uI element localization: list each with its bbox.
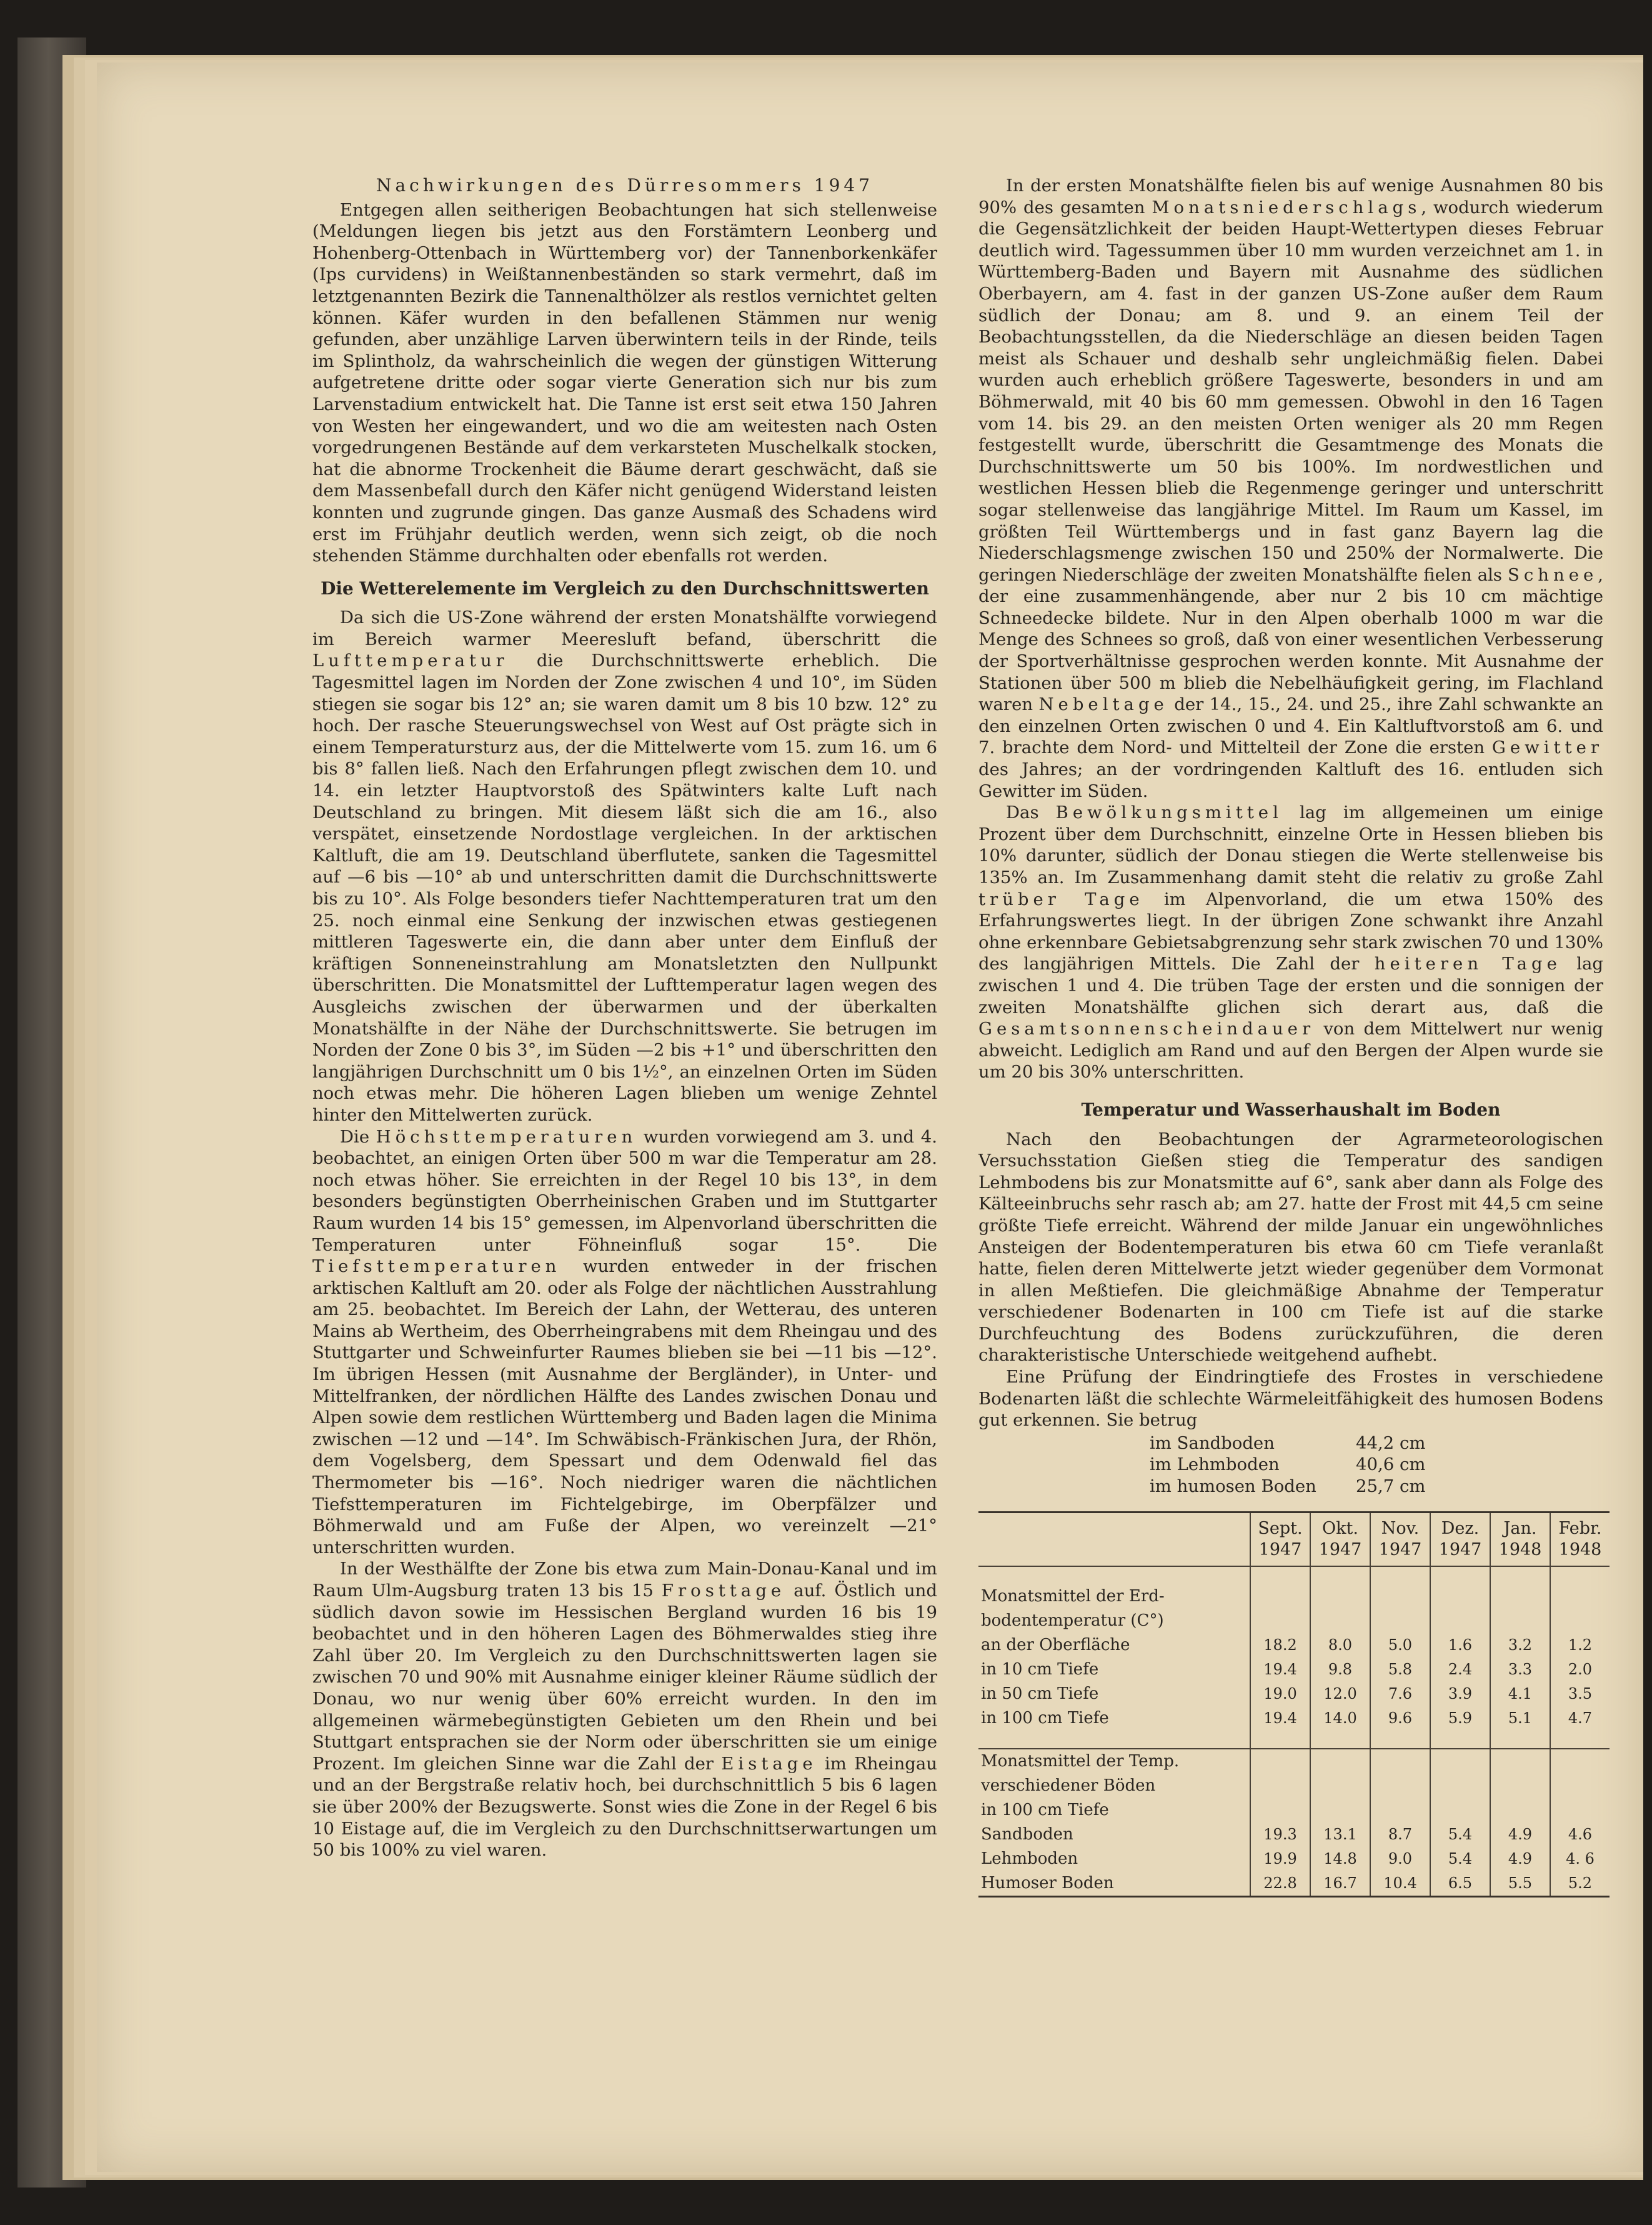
paragraph: In der Westhälfte der Zone bis etwa zum Main-Donau-Kanal und im Raum Ulm-Augsburg traten 13 bis 15 Frosttage auf. Östlich und südlich davon sowie im Hessischen Bergland wurden 16 bis 19 beobachtet und in den höheren Lagen des Böhmerwaldes stieg ihre Zahl über 20. Im Vergleich zu den Durchschnittswerten lagen sie zwischen 70 und 90% mit Ausnahme einiger kleiner Räume südlich der Donau, wo nur wenig über 60% erreicht wurden. In den im allgemeinen wärmebegünstigten Gebieten um den Rhein und bei Stuttgart entsprachen sie der Norm oder überschritten sie um einige Prozent. Im gleichen Sinne war die Zahl der Eistage im Rheingau und an der Bergstraße relativ hoch, bei durchschnittlich 5 bis 6 lagen sie über 200% der Bezugswerte. Sonst wies die Zone in der Regel 6 bis 10 Eistage auf, die im Vergleich zu den Durchschnittserwartungen um 50 bis 100% zu viel waren. [312, 1559, 937, 1861]
section-heading: Temperatur und Wasserhaushalt im Boden [1081, 1099, 1501, 1120]
table-group-title: Monatsmittel der Temp. [978, 1749, 1610, 1774]
table-row: an der Oberfläche 18.2 8.0 5.0 1.6 3.2 1.2 [978, 1633, 1610, 1658]
table-row: Sandboden 19.3 13.1 8.7 5.4 4.9 4.6 [978, 1822, 1610, 1847]
column-header: Jan. 1948 [1490, 1512, 1550, 1566]
list-item: im Lehmboden 40,6 cm [1150, 1454, 1426, 1475]
table-group-title: Monatsmittel der Erd- [978, 1584, 1610, 1609]
soil-temperature-table [978, 1511, 1610, 1898]
section-heading: Die Wetterelemente im Vergleich zu den Durchschnittswerten [321, 578, 929, 599]
list-item: im Sandboden 44,2 cm [1150, 1432, 1426, 1453]
paragraph: Entgegen allen seitherigen Beobachtungen hat sich stellenweise (Meldungen liegen bis jetzt aus den Forstämtern Leonberg und Hohenberg-Ottenbach in Württemberg vor) der Tannenborkenkäfer (Ips curvidens) in Weißtannenbeständen so stark vermehrt, daß im letztgenannten Bezirk die Tannenalthölzer als restlos vernichtet gelten können. Käfer wurden in den befallenen Stämmen nur wenig gefunden, aber unzählige Larven überwintern teils in der Rinde, teils im Splintholz, da wahrscheinlich die wegen der günstigen Witterung aufgetretene dritte oder sogar vierte Generation sich nur bis zum Larvenstadium entwickelt hat. Die Tanne ist erst seit etwa 150 Jahren von Westen her eingewandert, und wo die am weitesten nach Osten vorgedrungenen Bestände auf dem verkarsteten Muschelkalk stocken, hat die abnorme Trockenheit die Bäume derart geschwächt, daß sie dem Massenbefall durch den Käfer nicht genügend Widerstand leisten konnten und zugrunde gingen. Das ganze Ausmaß des Schadens wird erst im Frühjahr deutlich werden, wenn sich zeigt, ob die noch stehenden Stämme durchhalten oder ebenfalls rot werden. [312, 199, 937, 566]
paragraph: Die Höchsttemperaturen wurden vorwiegend am 3. und 4. beobachtet, an einigen Orten über 500 m war die Temperatur am 28. noch etwas höher. Sie erreichten in der Regel 10 bis 13°, in dem besonders begünstigten Oberrheinischen Graben und im Stuttgarter Raum wurden 14 bis 15° gemessen, im Alpenvorland überschritten die Temperaturen unter Föhneinfluß sogar 15°. Die Tiefsttemperaturen wurden entweder in der frischen arktischen Kaltluft am 20. oder als Folge der nächtlichen Ausstrahlung am 25. beobachtet. Im Bereich der Lahn, der Wetterau, des unteren Mains ab Wertheim, des Oberrheingrabens mit dem Rheingau und des Stuttgarter und Schweinfurter Raumes blieben sie bei —11 bis —12°. Im übrigen Hessen (mit Ausnahme der Bergländer), in Unter- und Mittelfranken, der nördlichen Hälfte des Landes zwischen Donau und Alpen sowie dem restlichen Württemberg und Baden lagen die Minima zwischen —12 und —14°. Im Schwäbisch-Fränkischen Jura, der Rhön, dem Vogelsberg, dem Spessart und dem Odenwald fiel das Thermometer bis —16°. Noch niedriger waren die nächtlichen Tiefsttemperaturen im Fichtelgebirge, im Oberpfälzer und Böhmerwald und am Fuße der Alpen, wo vereinzelt —21° unterschritten wurden. [312, 1126, 938, 1558]
column-header: Febr. 1948 [1550, 1512, 1610, 1566]
paragraph: Das Bewölkungsmittel lag im allgemeinen um einige Prozent über dem Durchschnitt, einzelne Orte in Hessen blieben bis 10% darunter, südlich der Donau stiegen die Werte stellenweise bis 135% an. Im Zusammenhang damit steht die relativ zu große Zahl trüber Tage im Alpenvorland, die um etwa 150% des Erfahrungswertes liegt. In der übrigen Zone schwankt ihre Anzahl ohne erkennbare Gebietsabgrenzung sehr stark zwischen 70 und 130% des langjährigen Mittels. Die Zahl der heiteren Tage lag zwischen 1 und 4. Die trüben Tage der ersten und die sonnigen der zweiten Monatshälfte glichen sich derart aus, daß die Gesamtsonnenscheindauer von dem Mittelwert nur wenig abweicht. Lediglich am Rand und auf den Bergen der Alpen wurde sie um 20 bis 30% unterschritten. [978, 802, 1604, 1082]
paragraph: Eine Prüfung der Eindringtiefe des Frostes in verschiedene Bodenarten läßt die schlechte Wärmeleitfähigkeit des humosen Bodens gut erkennen. Sie betrug [978, 1367, 1603, 1431]
table-row: Lehmboden 19.9 14.8 9.0 5.4 4.9 4. 6 [978, 1847, 1610, 1871]
paragraph: Da sich die US-Zone während der ersten Monatshälfte vorwiegend im Bereich warmer Meeresluft befand, überschritt die Lufttemperatur die Durchschnittswerte erheblich. Die Tagesmittel lagen im Norden der Zone zwischen 4 und 10°, im Süden stiegen sie sogar bis 12° an; sie waren damit um 8 bis 10 bzw. 12° zu hoch. Der rasche Steuerungswechsel von West auf Ost prägte sich in einem Temperatursturz aus, der die Mittelwerte vom 15. zum 16. um 6 bis 8° fallen ließ. Nach den Erfahrungen pflegt zwischen dem 10. und 14. ein letzter Hauptvorstoß des Spätwinters kalte Luft nach Deutschland zu bringen. Mit diesem läßt sich die am 16., also verspätet, einsetzende Nordostlage vergleichen. In der arktischen Kaltluft, die am 19. Deutschland überflutete, sanken die Tagesmittel auf —6 bis —10° ab und unterschritten damit die Durchschnittswerte bis zu 10°. Als Folge besonders tiefer Nachttemperaturen trat um den 25. noch einmal eine Senkung der inzwischen etwas gestiegenen mittleren Tageswerte ein, die dann aber unter dem Einfluß der kräftigen Sonneneinstrahlung am Monatsletzten den Nullpunkt überschritten. Die Monatsmittel der Lufttemperatur lagen wegen des Ausgleichs zwischen der überwarmen und der überkalten Monatshälfte in der Nähe der Durchschnittswerte. Sie betrugen im Norden der Zone 0 bis 3°, im Süden —2 bis +1° und überschritten den langjährigen Durchschnitt um 0 bis 1½°, an einzelnen Orten im Süden noch etwas mehr. Die höheren Lagen blieben um wenige Zehntel hinter den Mittelwerten zurück. [312, 608, 937, 1125]
right-column [978, 175, 1603, 1898]
column-header: Okt. 1947 [1310, 1512, 1370, 1566]
list-item: im humosen Boden 25,7 cm [1150, 1476, 1426, 1497]
column-header: Dez. 1947 [1430, 1512, 1490, 1566]
table-group-title: verschiedener Böden [978, 1774, 1610, 1798]
table-group-title: in 100 cm Tiefe [978, 1798, 1610, 1822]
frost-depth-list [978, 1432, 1603, 1498]
paragraph: In der ersten Monatshälfte fielen bis auf wenige Ausnahmen 80 bis 90% des gesamten Monatsniederschlags, wodurch wiederum die Gegensätzlichkeit der beiden Haupt-Wettertypen dieses Februar deutlich wird. Tagessummen über 10 mm wurden verzeichnet am 1. in Württemberg-Baden und Bayern mit Ausnahme des südlichen Oberbayern, am 4. fast in der ganzen US-Zone außer dem Raum südlich der Donau; am 8. und 9. an einem Teil der Beobachtungsstellen, da die Niederschläge an diesen beiden Tagen meist als Schauer und deshalb sehr ungleichmäßig fielen. Dabei wurden auch erheblich größere Tageswerte, besonders in und am Böhmerwald, mit 40 bis 60 mm gemessen. Obwohl in den 16 Tagen vom 14. bis 29. an den meisten Orten weniger als 20 mm Regen festgestellt wurde, überschritt die Gesamtmenge des Monats die Durchschnittswerte um 50 bis 100%. Im nordwestlichen und westlichen Hessen blieb die Regenmenge geringer und unterschritt sogar stellenweise das langjährige Mittel. Im Raum um Kassel, im größten Teil Württembergs und in fast ganz Bayern lag die Niederschlagsmenge zwischen 150 und 250% der Normalwerte. Die geringen Niederschläge der zweiten Monatshälfte fielen als Schnee, der eine zusammenhängende, aber nur 2 bis 10 cm mächtige Schneedecke bildete. Nur in den Alpen oberhalb 1000 m war die Menge des Schnees so groß, daß von einer wesentlichen Verbesserung der Sportverhältnisse gesprochen werden konnte. Mit Ausnahme der Stationen über 500 m blieb die Nebelhäufigkeit gering, im Flachland waren Nebeltage der 14., 15., 24. und 25., ihre Zahl schwankte an den einzelnen Orten zwischen 0 und 4. Ein Kaltluftvorstoß am 6. und 7. brachte dem Nord- und Mittelteil der Zone die ersten Gewitter des Jahres; an der vordringenden Kaltluft des 16. entluden sich Gewitter im Süden. [978, 176, 1604, 801]
paragraph: Nach den Beobachtungen der Agrarmeteorologischen Versuchsstation Gießen stieg die Temperatur des sandigen Lehmbodens bis zur Monatsmitte auf 6°, sank aber dann als Folge des Kälteeinbruchs sehr rasch ab; am 27. hatte der Frost mit 44,5 cm seine größte Tiefe erreicht. Während der milde Januar ein ungewöhnliches Ansteigen der Bodentemperaturen bis etwa 60 cm Tiefe veranlaßt hatte, fielen deren Mittelwerte jetzt wieder gegenüber dem Vormonat in allen Meßtiefen. Die gleichmäßige Abnahme der Temperatur verschiedener Bodenarten in 100 cm Tiefe ist auf die starke Durchfeuchtung des Bodens zurückzuführen, die deren charakteristische Unterschiede weitgehend aufhebt. [978, 1129, 1603, 1366]
table-header-row [978, 1512, 1610, 1566]
column-header: Sept. 1947 [1250, 1512, 1310, 1566]
left-column [312, 175, 937, 1861]
table-group-title: bodentemperatur (C°) [978, 1609, 1610, 1633]
table-row: in 50 cm Tiefe 19.0 12.0 7.6 3.9 4.1 3.5 [978, 1682, 1610, 1706]
table-row: in 10 cm Tiefe 19.4 9.8 5.8 2.4 3.3 2.0 [978, 1658, 1610, 1682]
table-row: Humoser Boden 22.8 16.7 10.4 6.5 5.5 5.2 [978, 1871, 1610, 1897]
section-heading: Nachwirkungen des Dürresommers 1947 [376, 175, 874, 196]
column-header: Nov. 1947 [1370, 1512, 1430, 1566]
table-row: in 100 cm Tiefe 19.4 14.0 9.6 5.9 5.1 4.7 [978, 1706, 1610, 1731]
